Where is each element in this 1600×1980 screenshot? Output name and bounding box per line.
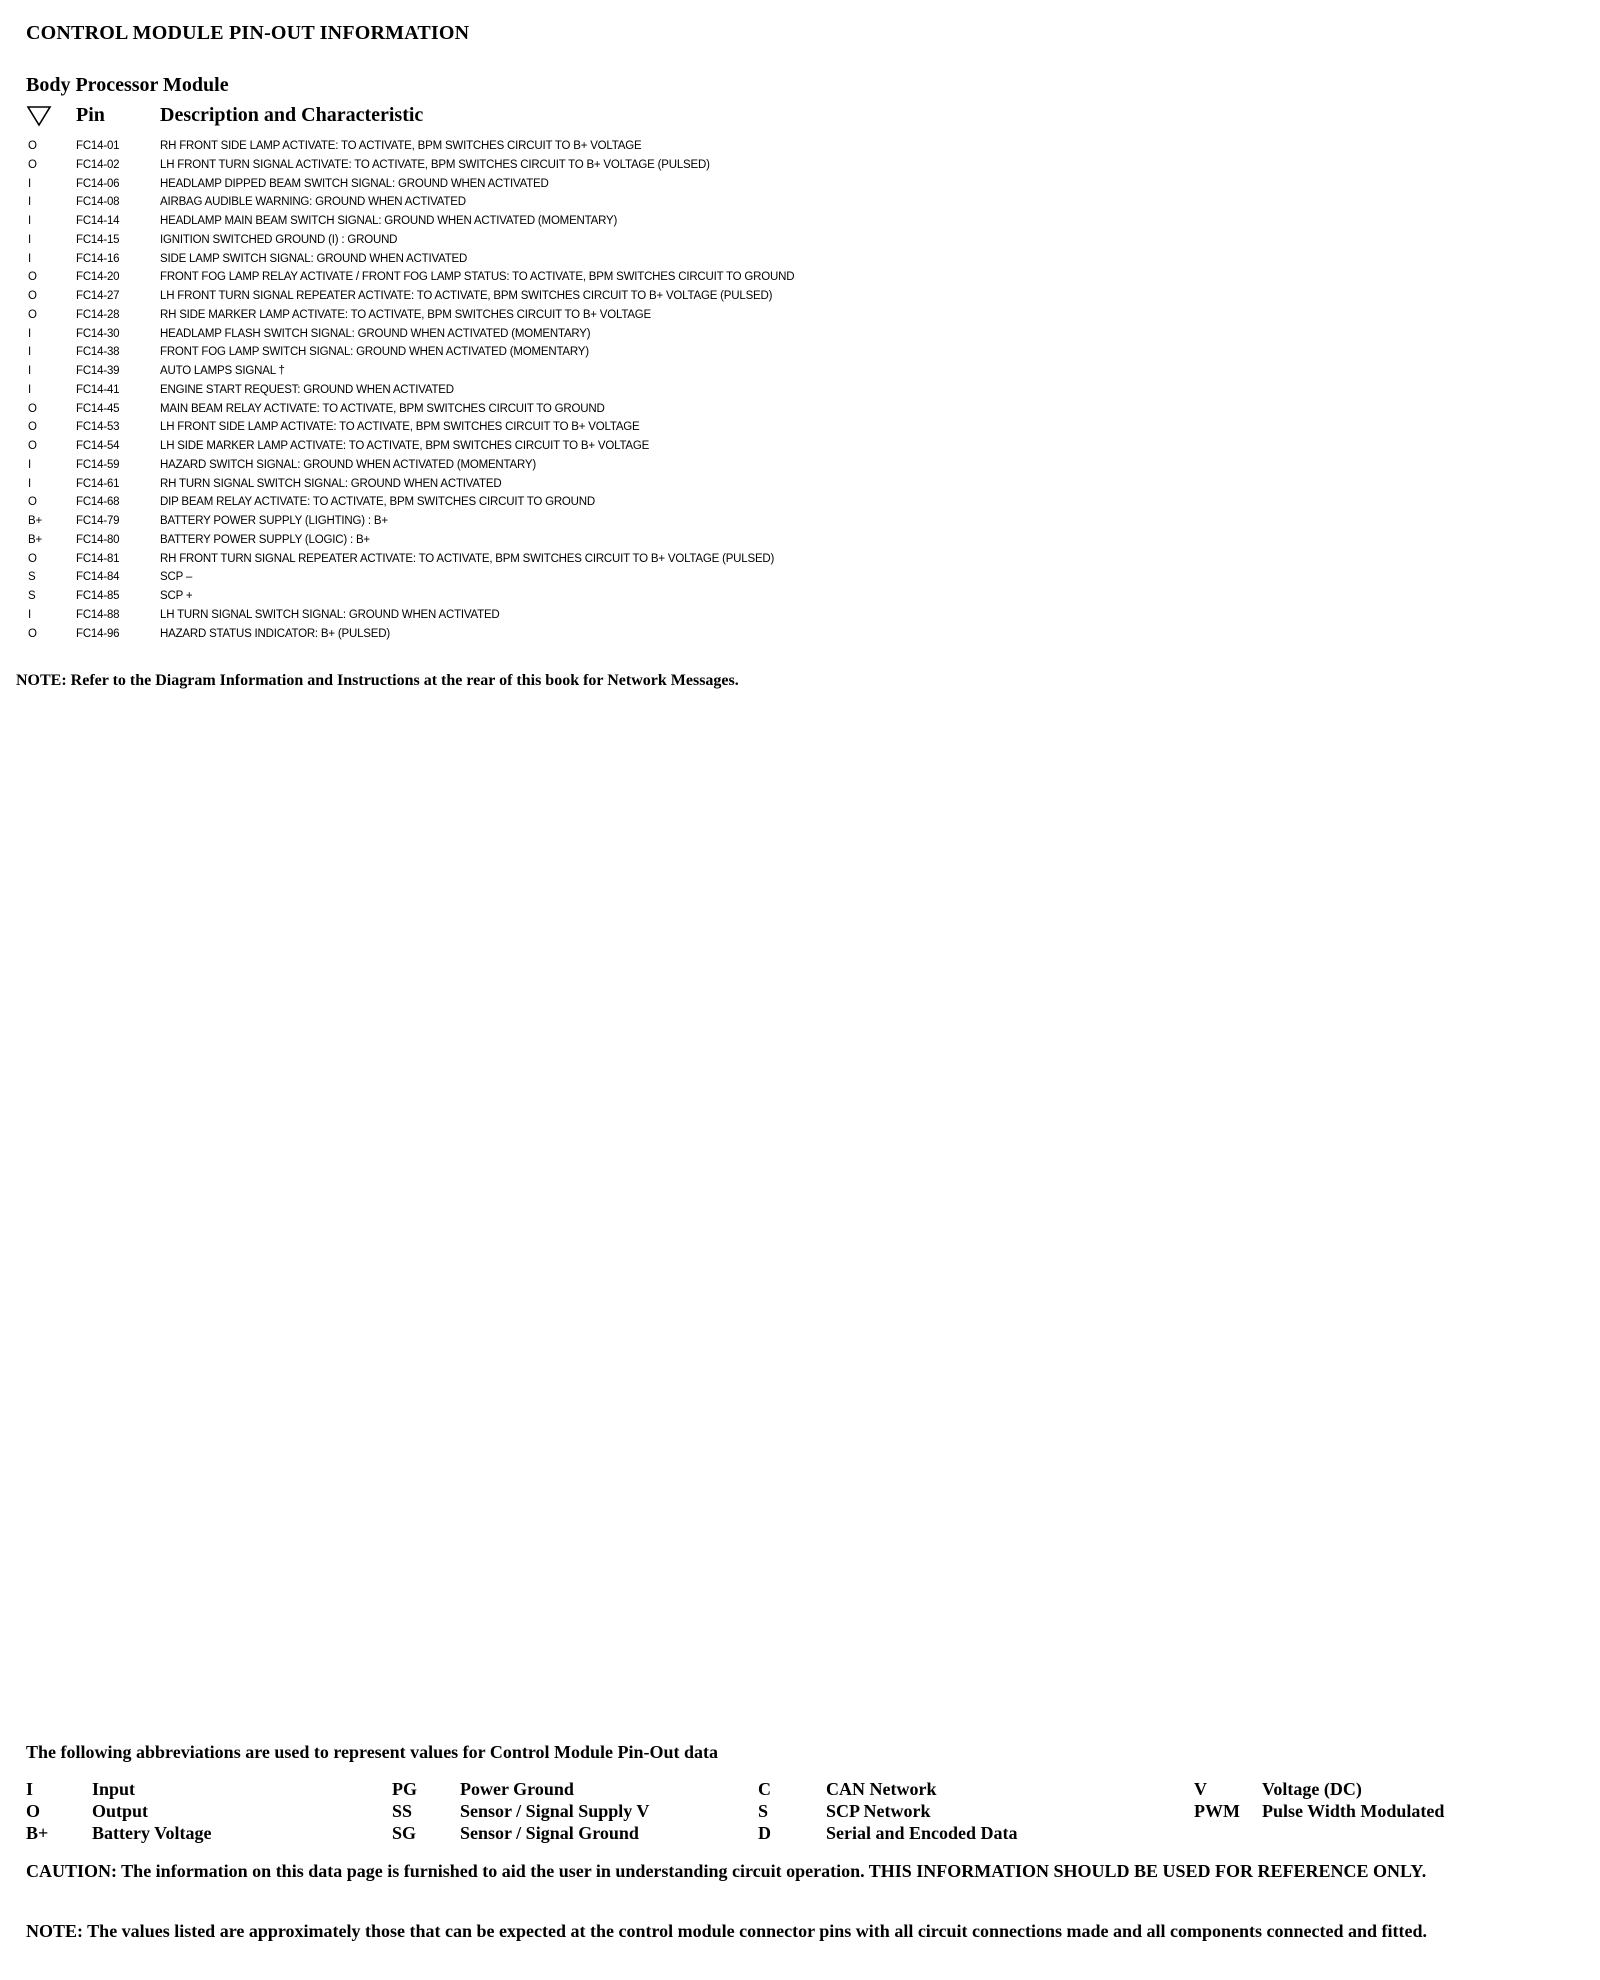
abbreviation-meaning: Output: [92, 1801, 149, 1821]
pin-id: FC14-41: [76, 383, 120, 396]
values-note: NOTE: The values listed are approximately those that can be expected at the control module connector pins with all circuit connections made and all components connected and fitted.: [26, 1921, 1427, 1941]
abbreviation-meaning: CAN Network: [826, 1779, 937, 1799]
pin-description: SCP –: [160, 571, 193, 584]
io-type: O: [28, 158, 37, 171]
abbreviation-meaning: Sensor / Signal Supply V: [460, 1801, 650, 1821]
pin-description: SCP +: [160, 590, 193, 602]
abbreviation-code: O: [26, 1801, 41, 1821]
pin-id: FC14-20: [76, 271, 120, 284]
table-row: [0, 306, 1600, 325]
table-row: [0, 587, 1600, 606]
pin-description: LH FRONT SIDE LAMP ACTIVATE: TO ACTIVATE, BPM SWITCHES CIRCUIT TO B+ VOLTAGE: [160, 421, 640, 434]
pin-id: FC14-39: [76, 365, 120, 377]
table-row: [0, 156, 1600, 175]
io-type: O: [28, 290, 37, 302]
pin-description: HAZARD STATUS INDICATOR: B+ (PULSED): [160, 627, 390, 640]
table-row: [0, 475, 1600, 494]
pin-id: FC14-81: [76, 552, 120, 565]
io-type: I: [28, 365, 31, 377]
pin-description: DIP BEAM RELAY ACTIVATE: TO ACTIVATE, BPM SWITCHES CIRCUIT TO GROUND: [160, 496, 595, 509]
pin-id: FC14-28: [76, 308, 120, 321]
io-type: I: [28, 458, 31, 471]
table-row: [0, 175, 1600, 194]
pin-description: AUTO LAMPS SIGNAL †: [160, 365, 285, 377]
pin-description: FRONT FOG LAMP RELAY ACTIVATE / FRONT FOG LAMP STATUS: TO ACTIVATE, BPM SWITCHES CIRCUIT TO GROUND: [160, 271, 795, 284]
io-type: I: [28, 608, 31, 621]
abbreviation-code: S: [758, 1801, 769, 1821]
table-row: [0, 400, 1600, 419]
pin-description: AIRBAG AUDIBLE WARNING: GROUND WHEN ACTIVATED: [160, 196, 466, 209]
pin-id: FC14-01: [76, 140, 120, 152]
io-type: S: [28, 590, 36, 602]
table-row: [0, 343, 1600, 362]
table-row: [0, 381, 1600, 400]
io-type: O: [28, 271, 37, 284]
pin-id: FC14-53: [76, 421, 120, 434]
io-type: S: [28, 571, 36, 584]
io-type: I: [28, 327, 31, 340]
io-type: B+: [28, 533, 42, 546]
io-type: I: [28, 177, 31, 190]
pin-description: SIDE LAMP SWITCH SIGNAL: GROUND WHEN ACTIVATED: [160, 252, 468, 265]
table-row: [0, 550, 1600, 569]
pin-id: FC14-96: [76, 627, 120, 640]
pin-description: BATTERY POWER SUPPLY (LOGIC) : B+: [160, 533, 370, 546]
table-row: [0, 568, 1600, 587]
pin-description: RH FRONT TURN SIGNAL REPEATER ACTIVATE: TO ACTIVATE, BPM SWITCHES CIRCUIT TO B+ VOLTAGE (PULSED): [160, 552, 775, 565]
abbreviation-code: I: [26, 1779, 34, 1799]
pin-description: RH TURN SIGNAL SWITCH SIGNAL: GROUND WHEN ACTIVATED: [160, 477, 502, 490]
pin-description: HEADLAMP FLASH SWITCH SIGNAL: GROUND WHEN ACTIVATED (MOMENTARY): [160, 327, 591, 340]
abbreviation-code: SS: [392, 1801, 413, 1821]
pin-id: FC14-08: [76, 196, 120, 209]
abbreviation-code: C: [758, 1779, 771, 1799]
io-type: O: [28, 308, 37, 321]
io-type: I: [28, 196, 31, 209]
pin-id: FC14-79: [76, 515, 120, 527]
abbreviations-intro: The following abbreviations are used to represent values for Control Module Pin-Out data: [26, 1742, 719, 1762]
abbreviation-code: B+: [26, 1823, 49, 1843]
pin-id: FC14-68: [76, 496, 120, 509]
table-row: [0, 456, 1600, 475]
pin-description: HAZARD SWITCH SIGNAL: GROUND WHEN ACTIVATED (MOMENTARY): [160, 458, 536, 471]
pin-id: FC14-06: [76, 177, 120, 190]
io-type: O: [28, 140, 37, 152]
pin-id: FC14-15: [76, 233, 120, 246]
table-row: [0, 512, 1600, 531]
pin-id: FC14-45: [76, 402, 120, 415]
io-type: O: [28, 440, 37, 452]
network-note: NOTE: Refer to the Diagram Information and Instructions at the rear of this book for Network Messages.: [16, 672, 739, 689]
io-type: I: [28, 233, 31, 246]
pin-id: FC14-80: [76, 533, 120, 546]
table-row: [0, 531, 1600, 550]
abbreviation-code: PG: [392, 1779, 417, 1799]
table-row: [0, 606, 1600, 625]
io-type: I: [28, 215, 31, 227]
pin-id: FC14-16: [76, 252, 120, 265]
pin-id: FC14-14: [76, 215, 120, 227]
pin-description: ENGINE START REQUEST: GROUND WHEN ACTIVATED: [160, 383, 454, 396]
pin-column-header: Pin: [76, 104, 105, 126]
pin-description: LH FRONT TURN SIGNAL ACTIVATE: TO ACTIVATE, BPM SWITCHES CIRCUIT TO B+ VOLTAGE (PULSED): [160, 158, 710, 171]
pin-description: HEADLAMP DIPPED BEAM SWITCH SIGNAL: GROUND WHEN ACTIVATED: [160, 177, 549, 190]
abbreviation-meaning: Pulse Width Modulated: [1262, 1801, 1445, 1821]
table-row: [0, 212, 1600, 231]
pin-description: HEADLAMP MAIN BEAM SWITCH SIGNAL: GROUND WHEN ACTIVATED (MOMENTARY): [160, 215, 618, 227]
abbreviations-legend: [0, 1778, 1600, 1848]
io-type: O: [28, 402, 37, 415]
pin-description: MAIN BEAM RELAY ACTIVATE: TO ACTIVATE, BPM SWITCHES CIRCUIT TO GROUND: [160, 402, 605, 415]
pin-id: FC14-54: [76, 440, 120, 452]
table-row: [0, 231, 1600, 250]
pin-description: BATTERY POWER SUPPLY (LIGHTING) : B+: [160, 515, 388, 527]
abbreviation-meaning: Serial and Encoded Data: [826, 1823, 1018, 1843]
abbreviation-meaning: Battery Voltage: [92, 1823, 212, 1843]
pin-description: RH FRONT SIDE LAMP ACTIVATE: TO ACTIVATE, BPM SWITCHES CIRCUIT TO B+ VOLTAGE: [160, 140, 642, 152]
abbreviation-meaning: Voltage (DC): [1262, 1779, 1362, 1799]
table-row: [0, 287, 1600, 306]
pin-table: [0, 137, 1600, 643]
abbreviation-meaning: Power Ground: [460, 1779, 574, 1799]
io-type: O: [28, 496, 37, 509]
abbreviation-meaning: Input: [92, 1779, 136, 1799]
io-type: I: [28, 477, 31, 490]
pin-description: LH TURN SIGNAL SWITCH SIGNAL: GROUND WHEN ACTIVATED: [160, 608, 500, 621]
io-type: O: [28, 552, 37, 565]
abbreviation-meaning: SCP Network: [826, 1801, 931, 1821]
table-row: [0, 625, 1600, 644]
pin-description: LH FRONT TURN SIGNAL REPEATER ACTIVATE: TO ACTIVATE, BPM SWITCHES CIRCUIT TO B+ VOLTAGE (PULSED): [160, 290, 773, 302]
abbreviation-meaning: Sensor / Signal Ground: [460, 1823, 639, 1843]
description-column-header: Description and Characteristic: [160, 104, 424, 126]
pin-id: FC14-88: [76, 608, 120, 621]
io-type: I: [28, 346, 31, 359]
pin-id: FC14-30: [76, 327, 120, 340]
table-row: [0, 418, 1600, 437]
table-row: [0, 268, 1600, 287]
caution-note: CAUTION: The information on this data page is furnished to aid the user in understanding circuit operation. THIS INFORMATION SHOULD BE USED FOR REFERENCE ONLY.: [26, 1861, 1427, 1881]
io-type: I: [28, 383, 31, 396]
pin-description: LH SIDE MARKER LAMP ACTIVATE: TO ACTIVATE, BPM SWITCHES CIRCUIT TO B+ VOLTAGE: [160, 440, 650, 452]
abbreviation-code: V: [1194, 1779, 1207, 1799]
pin-id: FC14-02: [76, 158, 120, 171]
table-row: [0, 362, 1600, 381]
pin-id: FC14-27: [76, 290, 120, 302]
table-row: [0, 193, 1600, 212]
pin-id: FC14-85: [76, 590, 120, 602]
page-title: CONTROL MODULE PIN-OUT INFORMATION: [26, 22, 470, 44]
table-row: [0, 493, 1600, 512]
pin-description: IGNITION SWITCHED GROUND (I) : GROUND: [160, 233, 398, 246]
io-type: O: [28, 421, 37, 434]
pin-description: RH SIDE MARKER LAMP ACTIVATE: TO ACTIVATE, BPM SWITCHES CIRCUIT TO B+ VOLTAGE: [160, 308, 652, 321]
abbreviation-code: PWM: [1194, 1801, 1240, 1821]
pin-id: FC14-38: [76, 346, 120, 359]
io-type: I: [28, 252, 31, 265]
table-row: [0, 137, 1600, 156]
pin-id: FC14-84: [76, 571, 120, 584]
abbreviation-code: SG: [392, 1823, 417, 1843]
module-title: Body Processor Module: [26, 74, 229, 96]
pin-description: FRONT FOG LAMP SWITCH SIGNAL: GROUND WHEN ACTIVATED (MOMENTARY): [160, 346, 589, 359]
io-type: O: [28, 627, 37, 640]
abbreviation-code: D: [758, 1823, 771, 1843]
triangle-down-icon: [26, 104, 52, 128]
io-type: B+: [28, 515, 42, 527]
table-row: [0, 437, 1600, 456]
pin-id: FC14-59: [76, 458, 120, 471]
table-row: [0, 325, 1600, 344]
pin-id: FC14-61: [76, 477, 120, 490]
table-row: [0, 250, 1600, 269]
